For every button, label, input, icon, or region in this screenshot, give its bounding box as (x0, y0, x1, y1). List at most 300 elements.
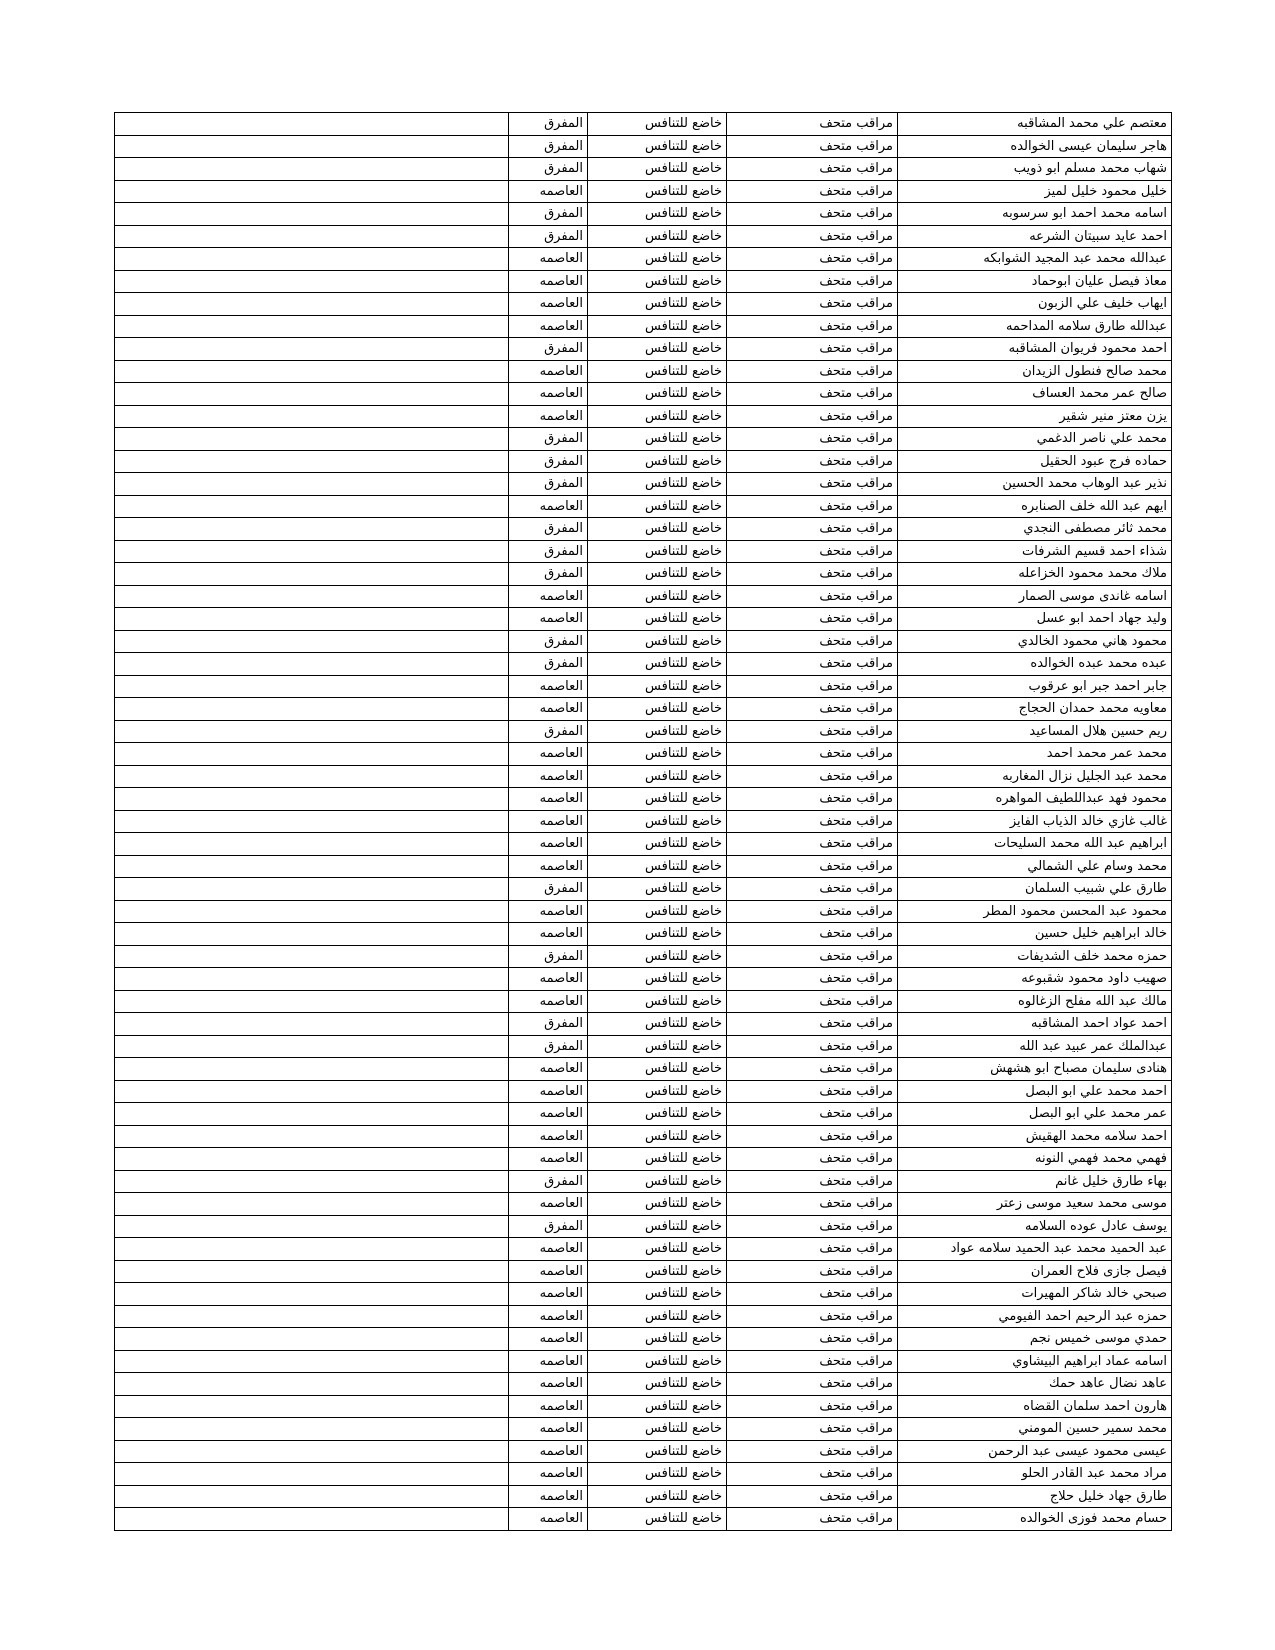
table-row (115, 135, 1172, 158)
cell-empty (115, 1283, 509, 1306)
cell-region: العاصمه (509, 495, 588, 518)
cell-region: العاصمه (509, 675, 588, 698)
table-row (115, 878, 1172, 901)
cell-name: عمر محمد علي ابو البصل (898, 1103, 1172, 1126)
cell-region: المفرق (509, 563, 588, 586)
cell-empty (115, 743, 509, 766)
cell-empty (115, 1103, 509, 1126)
table-row (115, 180, 1172, 203)
cell-status: خاضع للتنافس (588, 630, 727, 653)
cell-status: خاضع للتنافس (588, 293, 727, 316)
cell-status: خاضع للتنافس (588, 135, 727, 158)
cell-name: صالح عمر محمد العساف (898, 383, 1172, 406)
cell-status: خاضع للتنافس (588, 585, 727, 608)
cell-role: مراقب متحف (727, 630, 898, 653)
table-row (115, 1148, 1172, 1171)
cell-name: معاويه محمد حمدان الحجاج (898, 698, 1172, 721)
cell-status: خاضع للتنافس (588, 698, 727, 721)
cell-name: محمد عمر محمد احمد (898, 743, 1172, 766)
cell-status: خاضع للتنافس (588, 248, 727, 271)
cell-name: محمد سمير حسين المومني (898, 1418, 1172, 1441)
cell-role: مراقب متحف (727, 833, 898, 856)
cell-role: مراقب متحف (727, 698, 898, 721)
cell-empty (115, 855, 509, 878)
cell-region: العاصمه (509, 1260, 588, 1283)
cell-name: جابر احمد جبر ابو عرقوب (898, 675, 1172, 698)
cell-region: العاصمه (509, 1080, 588, 1103)
cell-region: المفرق (509, 158, 588, 181)
cell-status: خاضع للتنافس (588, 158, 727, 181)
cell-status: خاضع للتنافس (588, 473, 727, 496)
cell-status: خاضع للتنافس (588, 653, 727, 676)
cell-name: موسى محمد سعيد موسى زعتر (898, 1193, 1172, 1216)
table-row (115, 248, 1172, 271)
table-row (115, 1485, 1172, 1508)
cell-name: حمدي موسى خميس نجم (898, 1328, 1172, 1351)
cell-role: مراقب متحف (727, 203, 898, 226)
cell-role: مراقب متحف (727, 878, 898, 901)
cell-empty (115, 833, 509, 856)
cell-status: خاضع للتنافس (588, 1058, 727, 1081)
cell-name: غالب غازي خالد الذياب الفايز (898, 810, 1172, 833)
cell-name: وليد جهاد احمد ابو عسل (898, 608, 1172, 631)
cell-empty (115, 923, 509, 946)
cell-role: مراقب متحف (727, 360, 898, 383)
table-row (115, 585, 1172, 608)
cell-region: العاصمه (509, 383, 588, 406)
cell-role: مراقب متحف (727, 1215, 898, 1238)
cell-role: مراقب متحف (727, 383, 898, 406)
cell-role: مراقب متحف (727, 1238, 898, 1261)
cell-role: مراقب متحف (727, 1125, 898, 1148)
cell-name: عبدالله محمد عبد المجيد الشوابكه (898, 248, 1172, 271)
cell-region: العاصمه (509, 1058, 588, 1081)
cell-empty (115, 563, 509, 586)
table-row (115, 450, 1172, 473)
table-row (115, 1463, 1172, 1486)
cell-name: هنادى سليمان مصباح ابو هشهش (898, 1058, 1172, 1081)
cell-role: مراقب متحف (727, 315, 898, 338)
cell-empty (115, 1350, 509, 1373)
cell-status: خاضع للتنافس (588, 968, 727, 991)
cell-status: خاضع للتنافس (588, 720, 727, 743)
table-row (115, 1080, 1172, 1103)
cell-region: العاصمه (509, 293, 588, 316)
cell-role: مراقب متحف (727, 1170, 898, 1193)
cell-name: حمزه محمد خلف الشديفات (898, 945, 1172, 968)
cell-empty (115, 1080, 509, 1103)
cell-role: مراقب متحف (727, 248, 898, 271)
cell-region: العاصمه (509, 315, 588, 338)
cell-role: مراقب متحف (727, 1485, 898, 1508)
cell-region: العاصمه (509, 990, 588, 1013)
cell-status: خاضع للتنافس (588, 675, 727, 698)
cell-status: خاضع للتنافس (588, 1260, 727, 1283)
cell-status: خاضع للتنافس (588, 923, 727, 946)
table-row (115, 383, 1172, 406)
table-row (115, 270, 1172, 293)
table-row (115, 1170, 1172, 1193)
roster-table-body (115, 113, 1172, 1531)
cell-status: خاضع للتنافس (588, 383, 727, 406)
cell-status: خاضع للتنافس (588, 540, 727, 563)
cell-empty (115, 1148, 509, 1171)
cell-status: خاضع للتنافس (588, 1125, 727, 1148)
cell-region: المفرق (509, 225, 588, 248)
cell-empty (115, 1193, 509, 1216)
table-row (115, 1260, 1172, 1283)
cell-name: معاذ فيصل عليان ابوحماد (898, 270, 1172, 293)
table-row (115, 900, 1172, 923)
cell-region: العاصمه (509, 1283, 588, 1306)
cell-role: مراقب متحف (727, 675, 898, 698)
cell-empty (115, 473, 509, 496)
table-row (115, 473, 1172, 496)
table-row (115, 810, 1172, 833)
table-row (115, 968, 1172, 991)
cell-name: عبد الحميد محمد عبد الحميد سلامه عواد (898, 1238, 1172, 1261)
cell-name: ايهم عبد الله خلف الصنابره (898, 495, 1172, 518)
cell-empty (115, 945, 509, 968)
cell-name: احمد سلامه محمد الهقيش (898, 1125, 1172, 1148)
cell-empty (115, 360, 509, 383)
cell-region: المفرق (509, 203, 588, 226)
cell-role: مراقب متحف (727, 765, 898, 788)
cell-name: محمد وسام علي الشمالي (898, 855, 1172, 878)
cell-region: العاصمه (509, 1350, 588, 1373)
cell-status: خاضع للتنافس (588, 405, 727, 428)
cell-region: المفرق (509, 473, 588, 496)
cell-region: العاصمه (509, 968, 588, 991)
cell-region: المفرق (509, 1013, 588, 1036)
cell-role: مراقب متحف (727, 608, 898, 631)
cell-role: مراقب متحف (727, 1193, 898, 1216)
table-row (115, 1350, 1172, 1373)
cell-empty (115, 1305, 509, 1328)
table-row (115, 428, 1172, 451)
cell-status: خاضع للتنافس (588, 1418, 727, 1441)
cell-status: خاضع للتنافس (588, 1103, 727, 1126)
table-row (115, 743, 1172, 766)
cell-status: خاضع للتنافس (588, 1170, 727, 1193)
cell-status: خاضع للتنافس (588, 1463, 727, 1486)
cell-status: خاضع للتنافس (588, 1440, 727, 1463)
cell-name: محمود هاني محمود الخالدي (898, 630, 1172, 653)
table-row (115, 630, 1172, 653)
cell-role: مراقب متحف (727, 1058, 898, 1081)
cell-status: خاضع للتنافس (588, 1373, 727, 1396)
cell-name: احمد محمود فريوان المشاقبه (898, 338, 1172, 361)
table-row (115, 1215, 1172, 1238)
cell-status: خاضع للتنافس (588, 1193, 727, 1216)
cell-role: مراقب متحف (727, 1373, 898, 1396)
cell-empty (115, 765, 509, 788)
cell-region: العاصمه (509, 1395, 588, 1418)
cell-name: شهاب محمد مسلم ابو ذويب (898, 158, 1172, 181)
cell-region: المفرق (509, 945, 588, 968)
cell-role: مراقب متحف (727, 990, 898, 1013)
cell-name: مراد محمد عبد القادر الحلو (898, 1463, 1172, 1486)
cell-role: مراقب متحف (727, 1418, 898, 1441)
cell-empty (115, 1508, 509, 1531)
cell-region: العاصمه (509, 833, 588, 856)
table-row (115, 225, 1172, 248)
table-row (115, 608, 1172, 631)
cell-empty (115, 180, 509, 203)
table-row (115, 405, 1172, 428)
cell-empty (115, 1013, 509, 1036)
cell-region: المفرق (509, 878, 588, 901)
cell-role: مراقب متحف (727, 135, 898, 158)
cell-role: مراقب متحف (727, 968, 898, 991)
cell-region: العاصمه (509, 698, 588, 721)
cell-empty (115, 158, 509, 181)
cell-empty (115, 203, 509, 226)
cell-region: العاصمه (509, 608, 588, 631)
table-row (115, 698, 1172, 721)
table-row (115, 1238, 1172, 1261)
cell-role: مراقب متحف (727, 1080, 898, 1103)
cell-role: مراقب متحف (727, 405, 898, 428)
cell-name: حماده فرج عبود الحقيل (898, 450, 1172, 473)
cell-region: المفرق (509, 1215, 588, 1238)
cell-empty (115, 585, 509, 608)
cell-role: مراقب متحف (727, 338, 898, 361)
cell-empty (115, 1215, 509, 1238)
cell-region: العاصمه (509, 1485, 588, 1508)
cell-role: مراقب متحف (727, 518, 898, 541)
cell-empty (115, 1058, 509, 1081)
cell-name: محمود فهد عبداللطيف المواهره (898, 788, 1172, 811)
cell-name: ملاك محمد محمود الخزاعله (898, 563, 1172, 586)
cell-status: خاضع للتنافس (588, 428, 727, 451)
cell-empty (115, 248, 509, 271)
cell-status: خاضع للتنافس (588, 1238, 727, 1261)
cell-status: خاضع للتنافس (588, 1148, 727, 1171)
cell-name: احمد عايد سبيتان الشرعه (898, 225, 1172, 248)
cell-name: مالك عبد الله مفلح الزغالوه (898, 990, 1172, 1013)
cell-empty (115, 1373, 509, 1396)
table-row (115, 1305, 1172, 1328)
table-row (115, 113, 1172, 136)
cell-name: يوسف عادل عوده السلامه (898, 1215, 1172, 1238)
cell-region: المفرق (509, 630, 588, 653)
cell-region: العاصمه (509, 405, 588, 428)
cell-status: خاضع للتنافس (588, 1508, 727, 1531)
cell-name: عبدالله طارق سلامه المداحمه (898, 315, 1172, 338)
cell-name: ايهاب خليف علي الزبون (898, 293, 1172, 316)
cell-empty (115, 338, 509, 361)
cell-empty (115, 1485, 509, 1508)
cell-name: اسامه عماد ابراهيم البيشاوي (898, 1350, 1172, 1373)
cell-region: المفرق (509, 653, 588, 676)
table-row (115, 158, 1172, 181)
cell-status: خاضع للتنافس (588, 1485, 727, 1508)
table-row (115, 945, 1172, 968)
cell-empty (115, 810, 509, 833)
cell-name: فهمي محمد فهمي النونه (898, 1148, 1172, 1171)
cell-name: بهاء طارق خليل غانم (898, 1170, 1172, 1193)
cell-role: مراقب متحف (727, 450, 898, 473)
cell-role: مراقب متحف (727, 293, 898, 316)
cell-region: العاصمه (509, 1125, 588, 1148)
table-row (115, 360, 1172, 383)
cell-status: خاضع للتنافس (588, 113, 727, 136)
cell-role: مراقب متحف (727, 225, 898, 248)
cell-name: معتصم علي محمد المشاقبه (898, 113, 1172, 136)
table-row (115, 540, 1172, 563)
cell-region: العاصمه (509, 585, 588, 608)
cell-status: خاضع للتنافس (588, 270, 727, 293)
table-row (115, 720, 1172, 743)
cell-status: خاضع للتنافس (588, 833, 727, 856)
cell-name: فيصل جازى فلاح العمران (898, 1260, 1172, 1283)
cell-empty (115, 450, 509, 473)
cell-empty (115, 315, 509, 338)
cell-status: خاضع للتنافس (588, 810, 727, 833)
cell-region: العاصمه (509, 1193, 588, 1216)
cell-role: مراقب متحف (727, 653, 898, 676)
cell-name: طارق علي شبيب السلمان (898, 878, 1172, 901)
cell-role: مراقب متحف (727, 585, 898, 608)
cell-empty (115, 270, 509, 293)
cell-empty (115, 990, 509, 1013)
cell-empty (115, 405, 509, 428)
cell-role: مراقب متحف (727, 810, 898, 833)
cell-empty (115, 383, 509, 406)
table-row (115, 1418, 1172, 1441)
cell-region: العاصمه (509, 1508, 588, 1531)
table-row (115, 293, 1172, 316)
cell-region: العاصمه (509, 788, 588, 811)
cell-status: خاضع للتنافس (588, 450, 727, 473)
cell-region: المفرق (509, 135, 588, 158)
table-row (115, 1508, 1172, 1531)
cell-name: هاجر سليمان عيسى الخوالده (898, 135, 1172, 158)
cell-role: مراقب متحف (727, 900, 898, 923)
table-row (115, 338, 1172, 361)
cell-role: مراقب متحف (727, 428, 898, 451)
cell-region: العاصمه (509, 248, 588, 271)
cell-status: خاضع للتنافس (588, 1395, 727, 1418)
cell-empty (115, 788, 509, 811)
table-row (115, 518, 1172, 541)
table-row (115, 1058, 1172, 1081)
cell-name: محمد عبد الجليل نزال المغاربه (898, 765, 1172, 788)
cell-region: العاصمه (509, 765, 588, 788)
cell-status: خاضع للتنافس (588, 225, 727, 248)
cell-role: مراقب متحف (727, 788, 898, 811)
cell-status: خاضع للتنافس (588, 1080, 727, 1103)
cell-role: مراقب متحف (727, 1013, 898, 1036)
cell-empty (115, 1440, 509, 1463)
cell-region: العاصمه (509, 1373, 588, 1396)
cell-status: خاضع للتنافس (588, 743, 727, 766)
cell-name: خالد ابراهيم خليل حسين (898, 923, 1172, 946)
cell-name: ريم حسين هلال المساعيد (898, 720, 1172, 743)
cell-status: خاضع للتنافس (588, 1283, 727, 1306)
cell-empty (115, 653, 509, 676)
cell-empty (115, 630, 509, 653)
cell-role: مراقب متحف (727, 1440, 898, 1463)
table-row (115, 788, 1172, 811)
cell-empty (115, 135, 509, 158)
cell-empty (115, 1328, 509, 1351)
cell-status: خاضع للتنافس (588, 1350, 727, 1373)
cell-empty (115, 1035, 509, 1058)
cell-empty (115, 495, 509, 518)
cell-region: المفرق (509, 1035, 588, 1058)
cell-role: مراقب متحف (727, 540, 898, 563)
cell-empty (115, 113, 509, 136)
cell-empty (115, 1418, 509, 1441)
cell-name: محمد صالح فنطول الزيدان (898, 360, 1172, 383)
cell-region: العاصمه (509, 900, 588, 923)
cell-empty (115, 540, 509, 563)
cell-empty (115, 1170, 509, 1193)
table-row (115, 855, 1172, 878)
cell-region: العاصمه (509, 810, 588, 833)
cell-region: العاصمه (509, 1463, 588, 1486)
table-row (115, 495, 1172, 518)
cell-empty (115, 428, 509, 451)
cell-name: عيسى محمود عيسى عبد الرحمن (898, 1440, 1172, 1463)
cell-empty (115, 1260, 509, 1283)
cell-status: خاضع للتنافس (588, 945, 727, 968)
cell-status: خاضع للتنافس (588, 1035, 727, 1058)
table-row (115, 923, 1172, 946)
cell-role: مراقب متحف (727, 270, 898, 293)
cell-name: اسامه محمد احمد ابو سرسوبه (898, 203, 1172, 226)
cell-role: مراقب متحف (727, 473, 898, 496)
cell-region: المفرق (509, 113, 588, 136)
cell-status: خاضع للتنافس (588, 608, 727, 631)
cell-name: شذاء احمد قسيم الشرفات (898, 540, 1172, 563)
cell-status: خاضع للتنافس (588, 203, 727, 226)
cell-name: نذير عبد الوهاب محمد الحسين (898, 473, 1172, 496)
table-row (115, 1013, 1172, 1036)
cell-region: المفرق (509, 540, 588, 563)
cell-status: خاضع للتنافس (588, 1305, 727, 1328)
cell-role: مراقب متحف (727, 1508, 898, 1531)
table-row (115, 315, 1172, 338)
cell-role: مراقب متحف (727, 855, 898, 878)
cell-name: ابراهيم عبد الله محمد السليحات (898, 833, 1172, 856)
cell-role: مراقب متحف (727, 1350, 898, 1373)
cell-status: خاضع للتنافس (588, 518, 727, 541)
cell-status: خاضع للتنافس (588, 765, 727, 788)
cell-empty (115, 1395, 509, 1418)
cell-role: مراقب متحف (727, 743, 898, 766)
cell-region: العاصمه (509, 270, 588, 293)
cell-empty (115, 900, 509, 923)
table-row (115, 203, 1172, 226)
cell-empty (115, 968, 509, 991)
cell-region: المفرق (509, 428, 588, 451)
cell-region: العاصمه (509, 743, 588, 766)
cell-empty (115, 518, 509, 541)
cell-empty (115, 608, 509, 631)
cell-region: العاصمه (509, 1305, 588, 1328)
cell-name: احمد محمد علي ابو البصل (898, 1080, 1172, 1103)
cell-role: مراقب متحف (727, 1395, 898, 1418)
cell-empty (115, 1238, 509, 1261)
cell-status: خاضع للتنافس (588, 855, 727, 878)
cell-region: المفرق (509, 338, 588, 361)
cell-status: خاضع للتنافس (588, 1328, 727, 1351)
cell-region: العاصمه (509, 360, 588, 383)
roster-sheet (114, 112, 1172, 1531)
